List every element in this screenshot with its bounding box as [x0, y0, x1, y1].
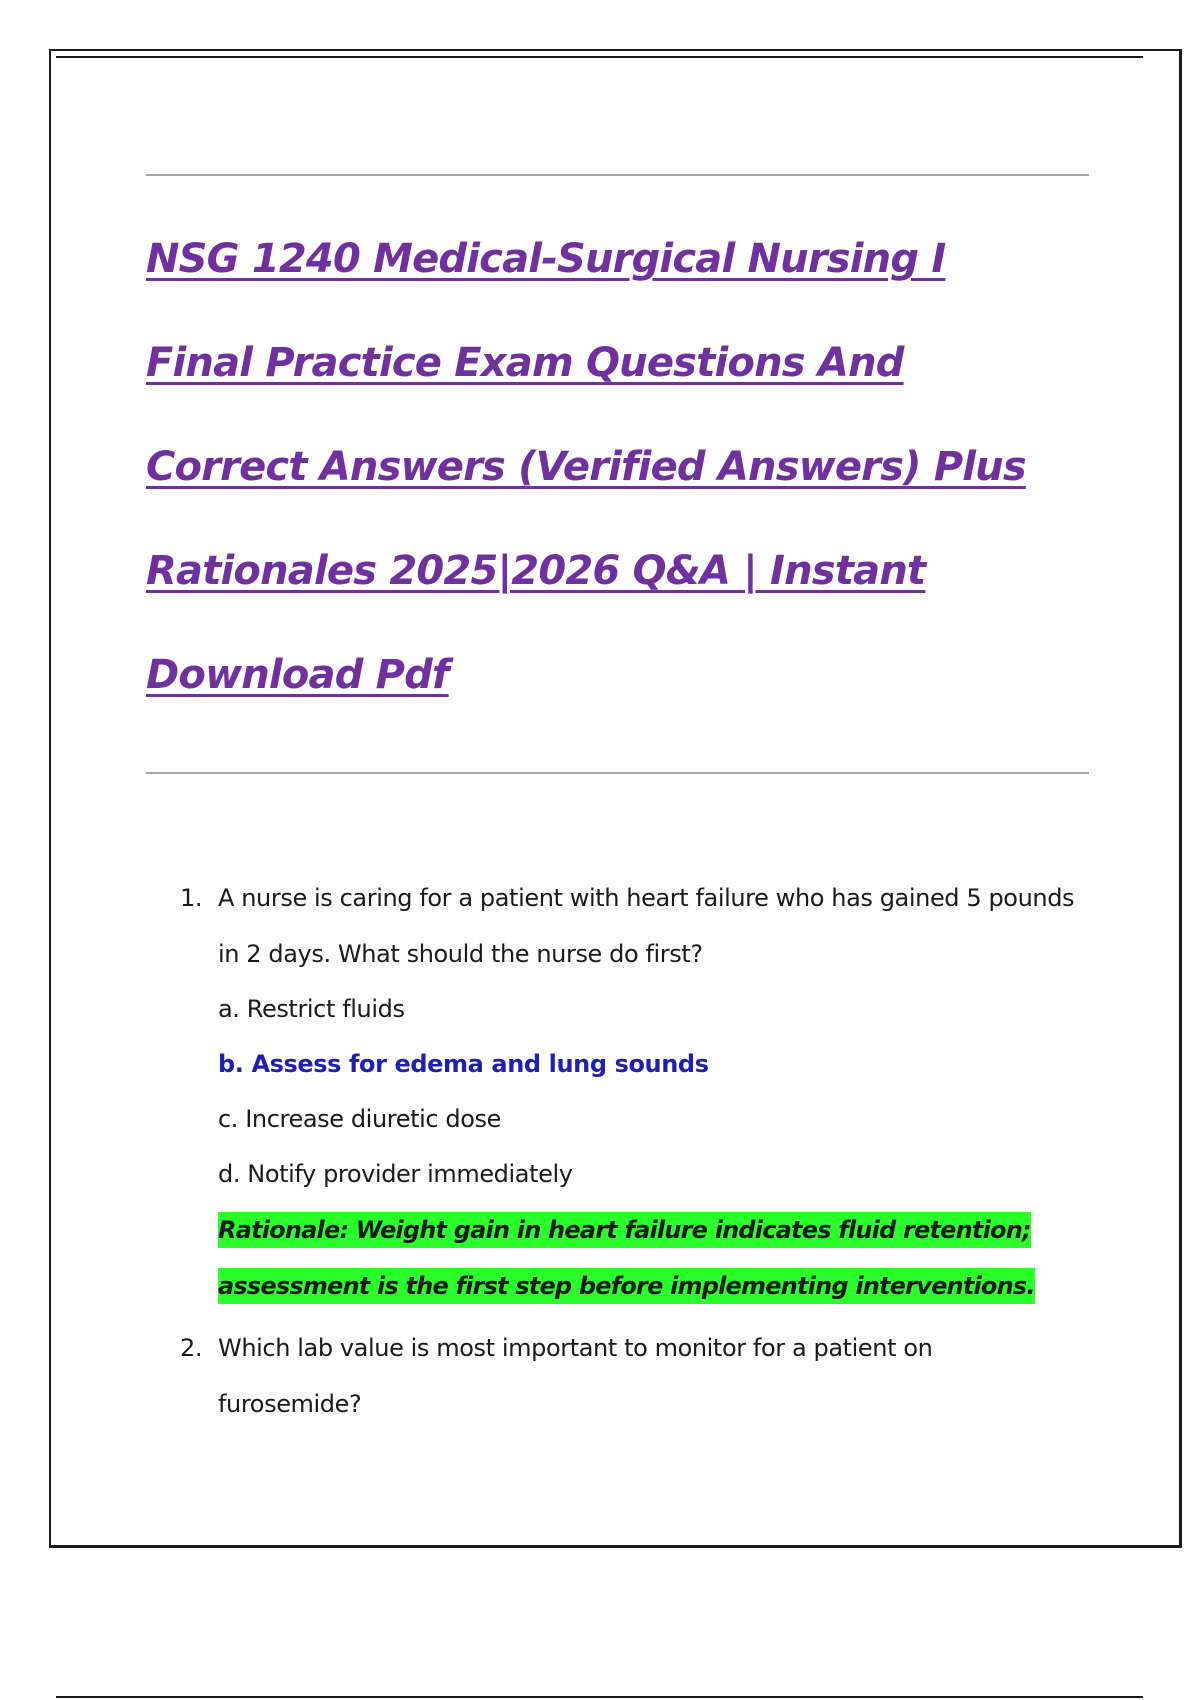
question-text: Which lab value is most important to monitor for a patient on furosemide?: [218, 1334, 933, 1418]
rationale-text: Rationale: Weight gain in heart failure indicates fluid retention; assessment is the first step before implementing interventions.: [218, 1212, 1035, 1304]
option-a: a. Restrict fluids: [218, 995, 405, 1023]
question-list: [180, 870, 1080, 1432]
title-line-3: Correct Answers (Verified Answers) Plus: [146, 444, 1026, 490]
title-divider-bottom: [146, 772, 1089, 774]
top-rule: [56, 56, 1143, 58]
document-title: [146, 207, 1106, 727]
question-number: 2.: [180, 1334, 203, 1362]
question-text: A nurse is caring for a patient with heart failure who has gained 5 pounds in 2 days. What should the nurse do first?: [218, 884, 1075, 968]
question-1: [180, 870, 1080, 1314]
title-line-2: Final Practice Exam Questions And: [146, 340, 904, 386]
title-divider-top: [146, 174, 1089, 176]
option-d: d. Notify provider immediately: [218, 1160, 573, 1188]
title-line-1: NSG 1240 Medical-Surgical Nursing I: [146, 236, 946, 282]
rationale: [218, 1202, 1080, 1314]
next-page-top-rule: [56, 1696, 1143, 1698]
title-line-5: Download Pdf: [146, 652, 449, 698]
title-line-4: Rationales 2025|2026 Q&A | Instant: [146, 548, 926, 594]
option-b-correct: b. Assess for edema and lung sounds: [218, 1050, 709, 1078]
option-c: c. Increase diuretic dose: [218, 1105, 501, 1133]
question-number: 1.: [180, 884, 203, 912]
question-2: [180, 1320, 1080, 1432]
